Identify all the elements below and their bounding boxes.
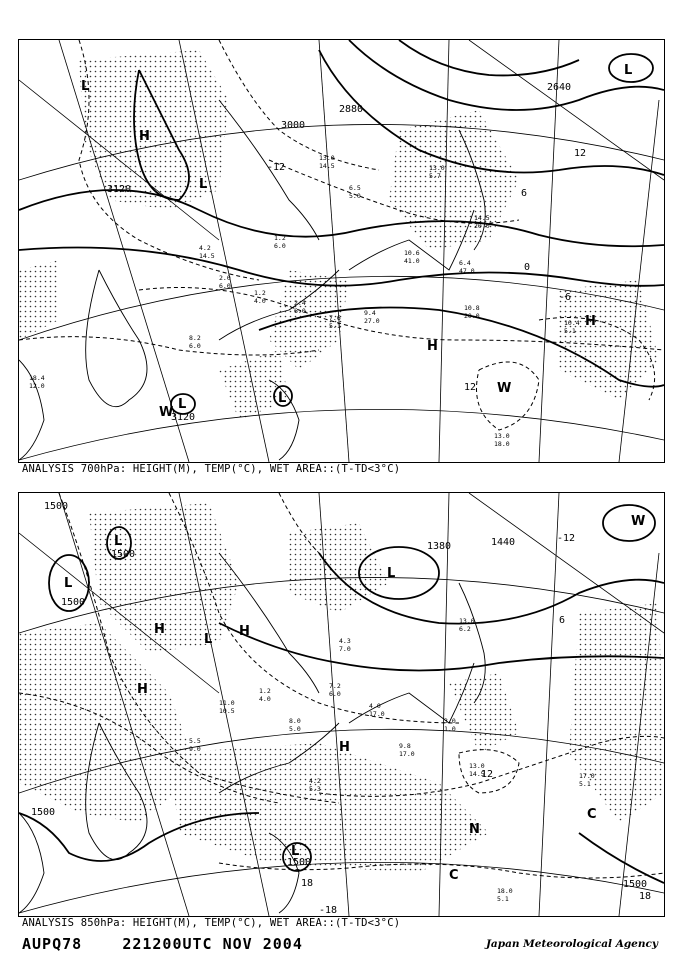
- svg-text:18.0: 18.0: [497, 887, 513, 895]
- svg-text:2.4: 2.4: [294, 299, 306, 307]
- temperature-label: 12: [481, 769, 494, 780]
- panel-caption-700hpa: ANALYSIS 700hPa: HEIGHT(M), TEMP(°C), WET AREA::(T-TD<3°C): [22, 463, 401, 475]
- svg-text:27.0: 27.0: [364, 317, 380, 325]
- svg-text:10.6: 10.6: [404, 249, 420, 257]
- svg-text:17.0: 17.0: [579, 772, 595, 780]
- temperature-label: 18: [639, 891, 652, 902]
- svg-text:9.4: 9.4: [364, 309, 376, 317]
- system-marker: L: [624, 63, 633, 78]
- system-marker: N: [469, 822, 480, 837]
- svg-text:18.0: 18.0: [494, 440, 510, 448]
- svg-text:9.0: 9.0: [189, 745, 201, 753]
- svg-text:1.2: 1.2: [259, 687, 271, 695]
- svg-text:17.0: 17.0: [399, 750, 415, 758]
- system-marker: L: [291, 844, 300, 859]
- height-label: 1500: [287, 857, 312, 868]
- svg-text:4.2: 4.2: [199, 244, 211, 252]
- temperature-label: -12: [557, 533, 576, 544]
- svg-text:41.0: 41.0: [404, 257, 420, 265]
- svg-text:6.0: 6.0: [274, 242, 286, 250]
- svg-text:4.0: 4.0: [254, 297, 266, 305]
- svg-text:6.2: 6.2: [459, 625, 471, 633]
- chart-id: AUPQ78: [22, 935, 83, 953]
- svg-text:6.0: 6.0: [219, 282, 231, 290]
- svg-text:8.0: 8.0: [289, 717, 301, 725]
- system-marker: W: [497, 381, 512, 396]
- height-label: 1380: [427, 541, 452, 552]
- map-850hpa-canvas: [19, 493, 664, 916]
- svg-text:20.0: 20.0: [474, 222, 490, 230]
- svg-text:13.0: 13.0: [319, 154, 335, 162]
- svg-text:10.5: 10.5: [219, 707, 235, 715]
- system-marker: W: [631, 514, 646, 529]
- system-marker: H: [427, 339, 438, 354]
- system-marker: L: [204, 632, 213, 647]
- temperature-label: -12: [267, 162, 286, 173]
- panel-caption-850hpa: ANALYSIS 850hPa: HEIGHT(M), TEMP(°C), WET AREA::(T-TD<3°C): [22, 917, 401, 929]
- svg-text:13.0: 13.0: [494, 432, 510, 440]
- temperature-label: -6: [559, 292, 572, 303]
- svg-text:1.2: 1.2: [274, 234, 286, 242]
- svg-text:14.5: 14.5: [469, 770, 485, 778]
- svg-text:6.0: 6.0: [294, 307, 306, 315]
- height-label: 1500: [61, 597, 86, 608]
- chart-id-footer: [22, 935, 303, 953]
- svg-text:6.5: 6.5: [349, 184, 361, 192]
- system-marker: W: [159, 405, 174, 420]
- system-marker: H: [154, 622, 165, 637]
- system-marker: L: [64, 576, 73, 591]
- svg-text:13.0: 13.0: [429, 164, 445, 172]
- height-label: 2640: [547, 82, 572, 93]
- agency-name: Japan Meteorological Agency: [485, 938, 658, 950]
- svg-text:4.0: 4.0: [259, 695, 271, 703]
- height-label: 1500: [111, 549, 136, 560]
- svg-text:5.0: 5.0: [289, 725, 301, 733]
- valid-time: 221200UTC NOV 2004: [122, 935, 303, 953]
- system-marker: L: [114, 534, 123, 549]
- system-marker: H: [137, 682, 148, 697]
- map-panel-850hpa: [18, 492, 665, 917]
- svg-text:13.0: 13.0: [469, 762, 485, 770]
- svg-text:11.0: 11.0: [219, 699, 235, 707]
- svg-text:1.0: 1.0: [444, 725, 456, 733]
- svg-text:17.0: 17.0: [369, 710, 385, 718]
- svg-text:14.5: 14.5: [199, 252, 215, 260]
- system-marker: H: [239, 624, 250, 639]
- svg-text:47.0: 47.0: [459, 267, 475, 275]
- svg-text:5.7: 5.7: [429, 172, 441, 180]
- temperature-label: 12: [464, 382, 477, 393]
- svg-text:14.5: 14.5: [474, 214, 490, 222]
- svg-text:5.5: 5.5: [189, 737, 201, 745]
- system-marker: H: [585, 314, 596, 329]
- svg-text:5.1: 5.1: [329, 322, 341, 330]
- height-label: 1500: [31, 807, 56, 818]
- system-marker: H: [139, 129, 150, 144]
- system-marker: L: [81, 79, 90, 94]
- map-700hpa-canvas: [19, 40, 664, 462]
- svg-text:6.0: 6.0: [189, 342, 201, 350]
- svg-text:10.4: 10.4: [564, 319, 580, 327]
- temperature-label: -18: [319, 905, 338, 916]
- temperature-label: 12: [574, 148, 587, 159]
- svg-text:7.0: 7.0: [339, 645, 351, 653]
- system-marker: L: [199, 177, 208, 192]
- map-panel-700hpa: [18, 39, 665, 463]
- svg-text:5.3: 5.3: [309, 785, 321, 793]
- svg-text:4.3: 4.3: [339, 637, 351, 645]
- svg-text:9.8: 9.8: [399, 742, 411, 750]
- height-label: 3120: [171, 412, 196, 423]
- height-label: 3000: [281, 120, 306, 131]
- system-marker: C: [449, 868, 459, 883]
- svg-text:20.0: 20.0: [464, 312, 480, 320]
- height-label: 2880: [339, 104, 364, 115]
- height-label: 1500: [623, 879, 648, 890]
- height-label: 1440: [491, 537, 516, 548]
- system-marker: L: [178, 397, 187, 412]
- temperature-label: 0: [524, 262, 531, 273]
- svg-text:18.4: 18.4: [29, 374, 45, 382]
- svg-text:13.0: 13.0: [459, 617, 475, 625]
- height-label: 3120: [107, 184, 132, 195]
- system-marker: L: [278, 391, 287, 406]
- svg-text:3.0: 3.0: [444, 717, 456, 725]
- svg-text:14.5: 14.5: [319, 162, 335, 170]
- svg-text:8.2: 8.2: [189, 334, 201, 342]
- svg-text:5.1: 5.1: [564, 327, 576, 335]
- svg-text:5.0: 5.0: [349, 192, 361, 200]
- svg-text:5.1: 5.1: [497, 895, 509, 903]
- svg-text:2.0: 2.0: [219, 274, 231, 282]
- height-label: 1500: [44, 501, 69, 512]
- temperature-label: 6: [559, 615, 566, 626]
- svg-text:10.8: 10.8: [464, 304, 480, 312]
- svg-text:5.1: 5.1: [579, 780, 591, 788]
- temperature-label: 18: [301, 878, 314, 889]
- temperature-label: 6: [521, 188, 528, 199]
- system-marker: H: [339, 740, 350, 755]
- svg-text:4.2: 4.2: [309, 777, 321, 785]
- svg-text:6.0: 6.0: [329, 690, 341, 698]
- svg-text:7.6: 7.6: [329, 314, 341, 322]
- svg-text:7.2: 7.2: [329, 682, 341, 690]
- system-marker: C: [587, 807, 597, 822]
- system-marker: L: [387, 566, 396, 581]
- svg-text:4.0: 4.0: [369, 702, 381, 710]
- svg-text:1.2: 1.2: [254, 289, 266, 297]
- svg-text:6.4: 6.4: [459, 259, 471, 267]
- svg-text:12.0: 12.0: [29, 382, 45, 390]
